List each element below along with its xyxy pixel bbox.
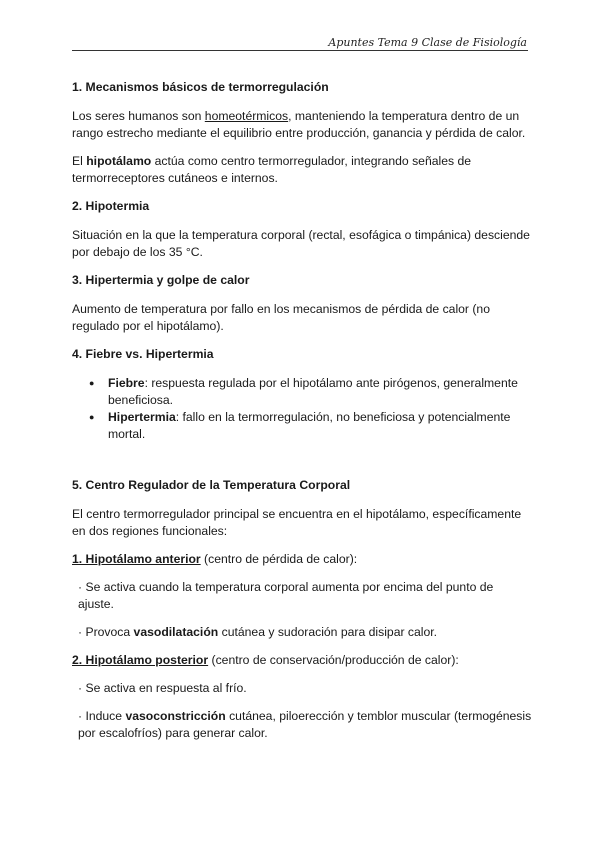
- section-1-paragraph-2: [72, 153, 532, 187]
- section-2-paragraph: Situación en la que la temperatura corporal (rectal, esofágica o timpánica) desciende por debajo de los 35 °C.: [72, 228, 530, 259]
- bold-term: Hipertermia: [108, 410, 176, 424]
- text-segment: · Induce: [78, 709, 126, 723]
- text-segment: actúa como centro termorregulador, integrando señales de termorreceptores cutáneos e internos.: [72, 154, 472, 185]
- section-1-paragraph-1: [72, 108, 532, 142]
- document-body: [72, 79, 532, 742]
- text-segment: cutánea y sudoración para disipar calor.: [218, 625, 438, 639]
- posterior-point-2: [72, 708, 532, 742]
- list-item: [72, 409, 532, 443]
- underlined-term: homeotérmicos: [204, 109, 289, 123]
- section-5-intro: El centro termorregulador principal se encuentra en el hipotálamo, específicamente en dos regiones funcionales:: [72, 507, 522, 538]
- text-segment: (centro de pérdida de calor):: [200, 552, 358, 566]
- header-title: Apuntes Tema 9 Clase de Fisiología: [328, 36, 527, 49]
- text-segment: , manteniendo la temperatura dentro de un rango estrecho mediante el equilibrio entre producción, ganancia y pérdida de calor.: [72, 109, 526, 140]
- bold-underlined-label: 1. Hipotálamo anterior: [72, 552, 201, 566]
- bold-term: hipotálamo: [86, 154, 152, 168]
- anterior-point-1: · Se activa cuando la temperatura corporal aumenta por encima del punto de ajuste.: [78, 580, 494, 611]
- header-divider: [72, 50, 528, 51]
- list-item: [72, 375, 532, 409]
- bold-term: vasodilatación: [133, 625, 219, 639]
- anterior-hypothalamus-heading: [72, 551, 532, 568]
- text-segment: · Provoca: [78, 625, 134, 639]
- section-1-heading: 1. Mecanismos básicos de termorregulación: [72, 80, 329, 94]
- text-segment: cutánea, piloerección y temblor muscular (termogénesis por escalofríos) para generar calor.: [78, 709, 532, 740]
- posterior-hypothalamus-heading: [72, 652, 532, 669]
- section-4-heading: 4. Fiebre vs. Hipertermia: [72, 347, 214, 361]
- bold-term: vasoconstricción: [125, 709, 226, 723]
- fever-vs-hyperthermia-list: [72, 375, 532, 443]
- bold-underlined-label: 2. Hipotálamo posterior: [72, 653, 209, 667]
- text-segment: (centro de conservación/producción de calor):: [208, 653, 459, 667]
- posterior-point-1: · Se activa en respuesta al frío.: [78, 681, 247, 695]
- section-5-heading: 5. Centro Regulador de la Temperatura Corporal: [72, 478, 351, 492]
- text-segment: : fallo en la termorregulación, no beneficiosa y potencialmente mortal.: [108, 410, 511, 441]
- section-2-heading: 2. Hipotermia: [72, 199, 150, 213]
- text-segment: El: [72, 154, 87, 168]
- text-segment: : respuesta regulada por el hipotálamo ante pirógenos, generalmente beneficiosa.: [108, 376, 518, 407]
- anterior-point-2: [72, 624, 532, 641]
- section-3-heading: 3. Hipertermia y golpe de calor: [72, 273, 250, 287]
- section-3-paragraph: Aumento de temperatura por fallo en los mecanismos de pérdida de calor (no regulado por el hipotálamo).: [72, 302, 490, 333]
- text-segment: Los seres humanos son: [72, 109, 205, 123]
- bold-term: Fiebre: [108, 376, 145, 390]
